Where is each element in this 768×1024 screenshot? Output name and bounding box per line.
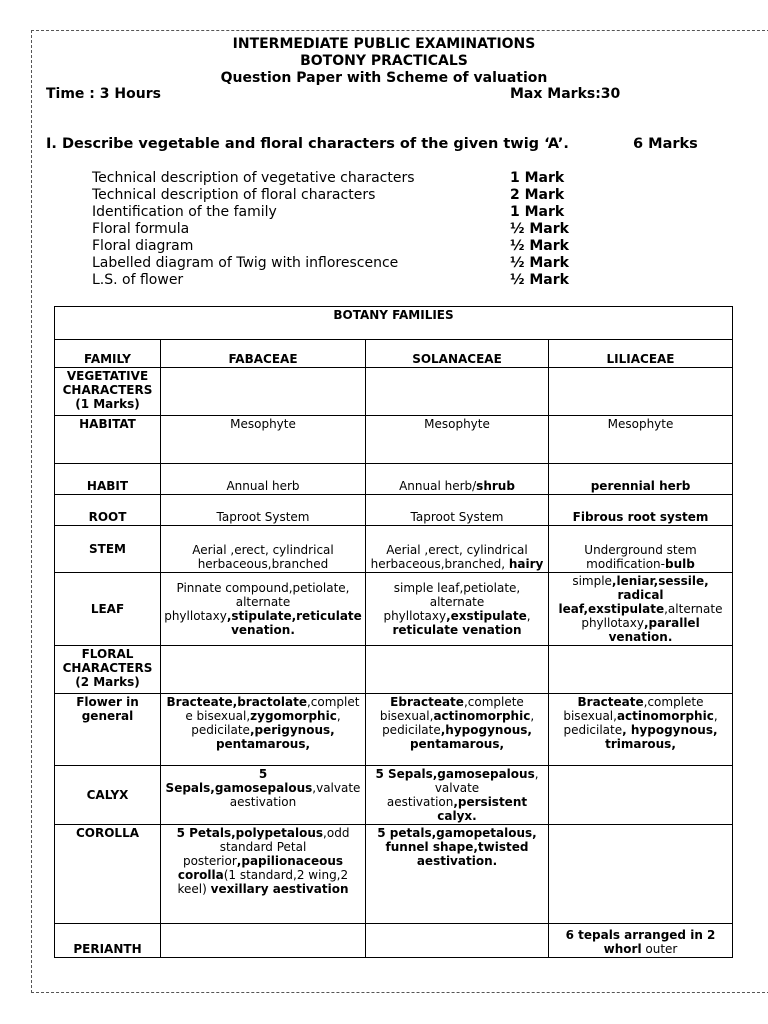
- cell-text: ,parallel venation.: [608, 616, 700, 644]
- cell-c3: [549, 464, 733, 495]
- cell-text: vexillary aestivation: [210, 882, 349, 896]
- scheme-mark: ½ Mark: [510, 255, 569, 271]
- cell-text: Annual herb/: [399, 479, 477, 493]
- table-row: [55, 924, 733, 958]
- scheme-row: [92, 170, 565, 187]
- header-fabaceae: FABACEAE: [161, 340, 366, 368]
- cell-text: Taproot System: [410, 510, 504, 524]
- cell-text: ,valvate aestivation: [229, 781, 361, 809]
- cell-c2: [366, 924, 549, 958]
- cell-text: ,papilionaceous corolla: [177, 854, 344, 882]
- header-solanaceae: SOLANACEAE: [366, 340, 549, 368]
- row-label: LEAF: [55, 573, 161, 646]
- botany-families-table: [54, 306, 733, 958]
- empty-cell: [366, 368, 549, 416]
- row-label: PERIANTH: [55, 924, 161, 958]
- question-marks: 6 Marks: [633, 136, 698, 152]
- table-row: [55, 766, 733, 825]
- cell-text: ,: [526, 609, 531, 623]
- cell-text: Aerial ,erect, cylindrical herbaceous,branched: [192, 543, 334, 571]
- scheme-row: [92, 204, 565, 221]
- cell-text: Taproot System: [216, 510, 310, 524]
- cell-text: ,exstipulate: [446, 609, 527, 623]
- empty-cell: [161, 368, 366, 416]
- table-row: [55, 694, 733, 766]
- floral-heading: FLORAL CHARACTERS (2 Marks): [55, 646, 161, 694]
- header-family: FAMILY: [55, 340, 161, 368]
- cell-text: Fibrous root system: [572, 510, 709, 524]
- cell-c1: [161, 924, 366, 958]
- cell-c3: [549, 766, 733, 825]
- cell-text: ,persistent calyx.: [437, 795, 528, 823]
- scheme-mark: ½ Mark: [510, 221, 569, 237]
- section-row-floral: [55, 646, 733, 694]
- cell-text: 5 Sepals,gamosepalous: [165, 767, 313, 795]
- cell-text: Ebracteate: [390, 695, 464, 709]
- section-row-vegetative: [55, 368, 733, 416]
- cell-c1: [161, 416, 366, 464]
- cell-text: shrub: [476, 479, 515, 493]
- cell-c2: [366, 526, 549, 573]
- cell-c2: [366, 495, 549, 526]
- empty-cell: [549, 368, 733, 416]
- cell-c3: [549, 694, 733, 766]
- cell-text: ,stipulate,reticulate venation.: [226, 609, 362, 637]
- cell-c3: [549, 526, 733, 573]
- question-text: I. Describe vegetable and floral characters of the given twig ‘A’.: [46, 136, 569, 152]
- cell-text: bulb: [664, 557, 695, 571]
- cell-text: reticulate venation: [392, 623, 522, 637]
- cell-c2: [366, 766, 549, 825]
- cell-text: simple leaf,petiolate, alternate phyllotaxy: [383, 581, 521, 623]
- cell-text: ,alternate phyllotaxy: [581, 602, 723, 630]
- row-label: ROOT: [55, 495, 161, 526]
- cell-text: , pedicilate: [563, 709, 718, 737]
- row-label: Flower in general: [55, 694, 161, 766]
- cell-text: ,complete bisexual,: [185, 695, 360, 723]
- cell-text: ,complete bisexual,: [379, 695, 524, 723]
- cell-text: Bracteate: [577, 695, 644, 709]
- time-label: Time : 3 Hours: [46, 86, 161, 102]
- cell-text: 5 petals,gamopetalous, funnel shape,twisted aestivation.: [377, 826, 537, 868]
- cell-text: Underground stem modification-: [584, 543, 697, 571]
- paper-subtitle: Question Paper with Scheme of valuation: [220, 70, 548, 86]
- cell-text: Annual herb: [226, 479, 300, 493]
- cell-text: ,odd standard Petal posterior: [182, 826, 350, 868]
- header-liliaceae: LILIACEAE: [549, 340, 733, 368]
- cell-c3: [549, 924, 733, 958]
- table-row: [55, 526, 733, 573]
- table-row: [55, 573, 733, 646]
- cell-c3: [549, 495, 733, 526]
- empty-cell: [366, 646, 549, 694]
- scheme-mark: 2 Mark: [510, 187, 565, 203]
- scheme-row: [92, 272, 569, 289]
- cell-text: , pedicilate: [191, 709, 341, 737]
- scheme-item: Technical description of vegetative characters: [92, 170, 415, 186]
- scheme-row: [92, 187, 565, 204]
- scheme-item: Floral formula: [92, 221, 190, 237]
- scheme-item: Technical description of floral characters: [92, 187, 376, 203]
- cell-c1: [161, 526, 366, 573]
- row-label: STEM: [55, 526, 161, 573]
- cell-c2: [366, 825, 549, 924]
- cell-c1: [161, 694, 366, 766]
- scheme-mark: 1 Mark: [510, 204, 565, 220]
- scheme-item: Identification of the family: [92, 204, 277, 220]
- scheme-mark: ½ Mark: [510, 238, 569, 254]
- cell-c2: [366, 416, 549, 464]
- vegetative-rows: [55, 416, 733, 646]
- cell-text: ,leniar,sessile, radical leaf,exstipulate: [558, 574, 709, 616]
- scheme-mark: ½ Mark: [510, 272, 569, 288]
- cell-c2: [366, 573, 549, 646]
- subject-title: BOTONY PRACTICALS: [300, 53, 468, 69]
- table-row: [55, 464, 733, 495]
- cell-c1: [161, 825, 366, 924]
- cell-c3: [549, 416, 733, 464]
- cell-text: outer: [641, 942, 678, 956]
- cell-c1: [161, 495, 366, 526]
- vegetative-heading: VEGETATIVE CHARACTERS (1 Marks): [55, 368, 161, 416]
- scheme-item: Floral diagram: [92, 238, 194, 254]
- scheme-row: [92, 221, 569, 238]
- cell-text: Mesophyte: [230, 417, 296, 431]
- row-label: HABITAT: [55, 416, 161, 464]
- cell-text: ,perigynous, pentamarous,: [215, 723, 335, 751]
- cell-text: , hypogynous, trimarous,: [605, 723, 718, 751]
- empty-cell: [549, 646, 733, 694]
- cell-text: 5 Sepals,gamosepalous: [375, 767, 535, 781]
- row-label: COROLLA: [55, 825, 161, 924]
- scheme-item: Labelled diagram of Twig with inflorescence: [92, 255, 399, 271]
- scheme-item: L.S. of flower: [92, 272, 184, 288]
- cell-c1: [161, 464, 366, 495]
- table-row: [55, 825, 733, 924]
- cell-c3: [549, 825, 733, 924]
- cell-text: , pedicilate: [382, 709, 535, 737]
- cell-text: actinomorphic: [616, 709, 714, 723]
- cell-text: , valvate aestivation: [386, 767, 539, 809]
- table-title-row: [55, 307, 733, 340]
- scheme-row: [92, 255, 569, 272]
- table-title: BOTANY FAMILIES: [55, 307, 733, 340]
- scheme-row: [92, 238, 569, 255]
- cell-text: Pinnate compound,petiolate, alternate phyllotaxy: [164, 581, 350, 623]
- marking-scheme: [92, 170, 569, 289]
- cell-text: actinomorphic: [433, 709, 531, 723]
- question-1: [46, 136, 698, 152]
- cell-text: perennial herb: [590, 479, 691, 493]
- cell-text: 5 Petals,polypetalous: [176, 826, 324, 840]
- row-label: CALYX: [55, 766, 161, 825]
- table-row: [55, 416, 733, 464]
- floral-rows: [55, 694, 733, 958]
- cell-text: zygomorphic: [250, 709, 337, 723]
- cell-c2: [366, 464, 549, 495]
- cell-c2: [366, 694, 549, 766]
- cell-text: Mesophyte: [607, 417, 674, 431]
- cell-text: (1 standard,2 wing,2 keel): [177, 868, 349, 896]
- cell-c3: [549, 573, 733, 646]
- empty-cell: [161, 646, 366, 694]
- cell-text: hairy: [508, 557, 544, 571]
- cell-text: simple: [572, 574, 612, 588]
- cell-c1: [161, 573, 366, 646]
- table-header-row: [55, 340, 733, 368]
- scheme-mark: 1 Mark: [510, 170, 565, 186]
- cell-text: ,complete bisexual,: [563, 695, 704, 723]
- cell-text: ,hypogynous, pentamarous,: [409, 723, 532, 751]
- cell-text: Bracteate,bractolate: [166, 695, 307, 709]
- cell-text: Mesophyte: [424, 417, 490, 431]
- cell-text: 6 tepals arranged in 2 whorl: [565, 928, 716, 956]
- exam-title: INTERMEDIATE PUBLIC EXAMINATIONS: [232, 36, 536, 52]
- max-marks-label: Max Marks:30: [510, 86, 621, 102]
- table-row: [55, 495, 733, 526]
- cell-text: Aerial ,erect, cylindrical herbaceous,branched,: [370, 543, 528, 571]
- cell-c1: [161, 766, 366, 825]
- row-label: HABIT: [55, 464, 161, 495]
